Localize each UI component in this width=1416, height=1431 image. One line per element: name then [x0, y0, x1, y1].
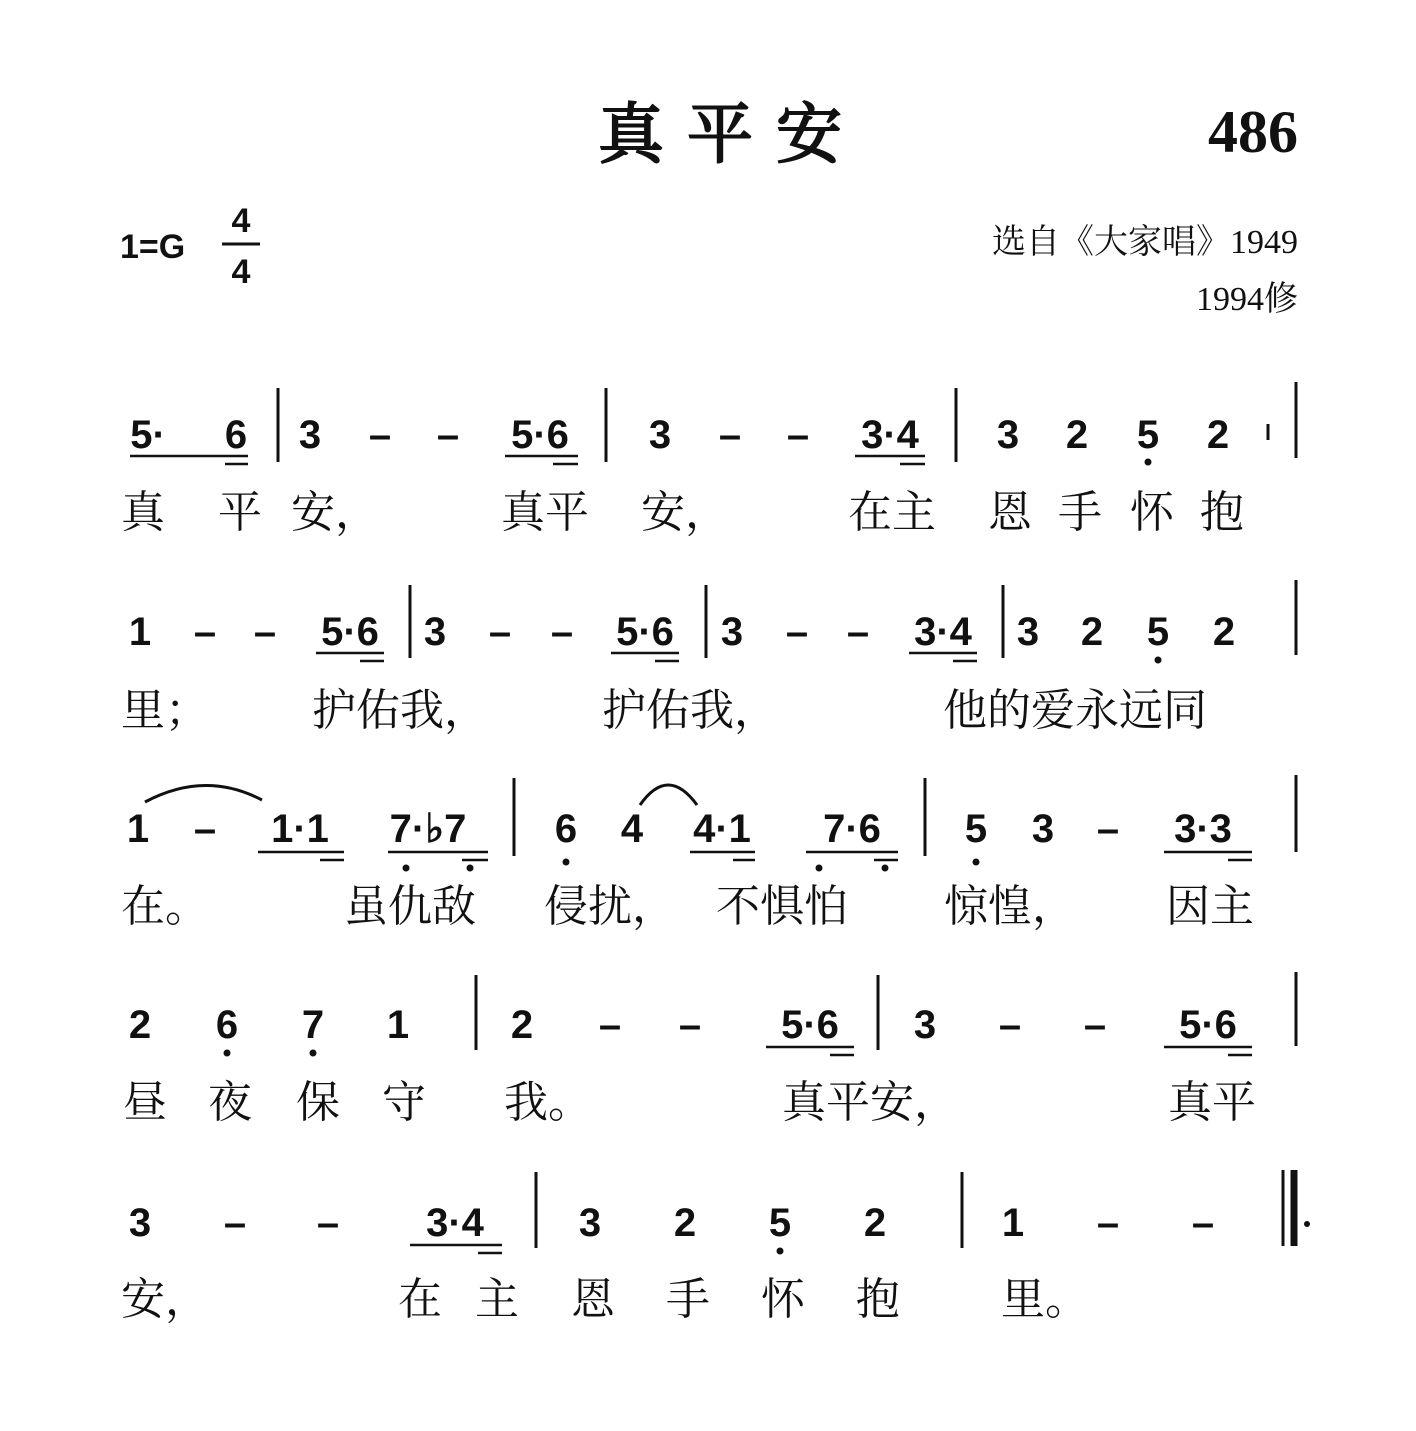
- low-octave-dot: [816, 865, 823, 872]
- low-octave-dot: [777, 1248, 784, 1255]
- low-octave-dot: [224, 1050, 231, 1057]
- lyric: 护佑我，: [602, 685, 778, 736]
- system-4: [123, 972, 1296, 1128]
- note: 3: [578, 1201, 602, 1245]
- note: 3·3: [1174, 807, 1232, 851]
- lyric: 里。: [1001, 1274, 1089, 1325]
- dash: –: [550, 610, 574, 654]
- note: 6: [554, 807, 578, 851]
- low-octave-dot: [882, 865, 889, 872]
- system-2: [121, 580, 1296, 736]
- lyric: 在: [398, 1274, 442, 1325]
- lyric: 在。: [121, 881, 209, 932]
- note: 7·♭7: [389, 807, 467, 851]
- note: 3·4: [861, 413, 919, 457]
- lyric: 在主: [848, 487, 936, 538]
- lyrics-row: [123, 1077, 1256, 1128]
- note: 7: [301, 1003, 325, 1047]
- notes-row: [129, 1003, 1237, 1047]
- dash: –: [718, 413, 742, 457]
- note: 2: [1212, 610, 1236, 654]
- lyric: 保: [296, 1077, 340, 1128]
- note: 5·6: [781, 1003, 839, 1047]
- lyric: 怀: [761, 1274, 805, 1325]
- dash: –: [193, 610, 217, 654]
- underlines: [410, 1245, 502, 1253]
- lyric: 护佑我，: [312, 685, 488, 736]
- note: 2: [863, 1201, 887, 1245]
- dash: –: [1083, 1003, 1107, 1047]
- lyric: 里；: [121, 685, 209, 736]
- note: 5: [1136, 413, 1160, 457]
- lyric: 安，: [641, 487, 729, 538]
- system-1: [121, 382, 1296, 538]
- system-5: [121, 1170, 1310, 1325]
- time-signature-bottom: 4: [231, 253, 251, 291]
- note: 5: [1146, 610, 1170, 654]
- note: 3: [996, 413, 1020, 457]
- lyric: 侵扰，: [544, 881, 676, 932]
- lyric: 抱: [1200, 487, 1244, 538]
- underlines: [130, 456, 925, 464]
- note: 3·4: [914, 610, 972, 654]
- dash: –: [253, 610, 277, 654]
- note: 4: [620, 807, 644, 851]
- lyric: 他的爱永远同: [943, 685, 1207, 736]
- lyric: 虽仇敌: [344, 881, 476, 932]
- note: 3: [720, 610, 744, 654]
- source-credit: 选自《大家唱》1949: [992, 224, 1298, 261]
- dash: –: [368, 413, 392, 457]
- lyric: 因主: [1166, 881, 1254, 932]
- lyric: 不惧怕: [716, 881, 848, 932]
- low-octave-dot: [403, 865, 410, 872]
- low-octave-dot: [973, 859, 980, 866]
- lyric: 平: [218, 487, 262, 538]
- low-octave-dot: [1155, 657, 1162, 664]
- note: 3: [423, 610, 447, 654]
- notes-row: [129, 1201, 1214, 1245]
- hymn-number: 486: [1208, 99, 1298, 165]
- lyric: 恩: [571, 1274, 615, 1325]
- notes-row: [130, 413, 1229, 457]
- dash: –: [488, 610, 512, 654]
- lyric: 夜: [208, 1077, 252, 1128]
- lyric: 惊惶，: [944, 881, 1076, 932]
- note: 5: [768, 1201, 792, 1245]
- note: 3: [298, 413, 322, 457]
- lyric: 怀: [1130, 487, 1174, 538]
- dash: –: [786, 413, 810, 457]
- dash: –: [785, 610, 809, 654]
- dash: –: [998, 1003, 1022, 1047]
- underlines: [316, 653, 977, 661]
- dash: –: [1096, 1201, 1120, 1245]
- note: 3: [913, 1003, 937, 1047]
- note: 3: [648, 413, 672, 457]
- lyric: 真: [121, 487, 165, 538]
- note: 5·6: [321, 610, 379, 654]
- note: 5·: [130, 413, 166, 457]
- dash: –: [846, 610, 870, 654]
- hymn-title: 真 平 安: [598, 95, 842, 173]
- low-octave-dot: [467, 865, 474, 872]
- lyric: 恩: [988, 487, 1032, 538]
- note: 6: [224, 413, 248, 457]
- note: 1: [1001, 1201, 1025, 1245]
- lyric: 抱: [856, 1274, 900, 1325]
- note: 1: [386, 1003, 410, 1047]
- tie-arc: [145, 785, 262, 802]
- dash: –: [193, 807, 217, 851]
- note: 1: [128, 610, 152, 654]
- dash: –: [223, 1201, 247, 1245]
- note: 5·6: [616, 610, 674, 654]
- lyric: 守: [382, 1077, 426, 1128]
- key-signature: 1=G: [120, 228, 186, 266]
- note: 1·1: [271, 807, 329, 851]
- lyric: 安，: [291, 487, 379, 538]
- dash: –: [1191, 1201, 1215, 1245]
- dash: –: [1096, 807, 1120, 851]
- note: 2: [673, 1201, 697, 1245]
- note: 3: [1031, 807, 1055, 851]
- note: 5·6: [1179, 1003, 1237, 1047]
- lyric: 手: [1058, 487, 1102, 538]
- note: 3: [128, 1201, 152, 1245]
- dash: –: [316, 1201, 340, 1245]
- lyric: 我。: [504, 1077, 592, 1128]
- note: 2: [510, 1003, 534, 1047]
- note: 6: [215, 1003, 239, 1047]
- revision-credit: 1994修: [1196, 281, 1298, 318]
- note: 2: [1065, 413, 1089, 457]
- lyric: 昼: [123, 1077, 167, 1128]
- underlines: [258, 852, 1252, 860]
- final-dot: [1304, 1221, 1310, 1227]
- note: 7·6: [823, 807, 881, 851]
- note: 5: [964, 807, 988, 851]
- system-3: [121, 775, 1296, 932]
- lyrics-row: [121, 1274, 1089, 1325]
- note: 3·4: [426, 1201, 484, 1245]
- low-octave-dot: [310, 1050, 317, 1057]
- lyric: 真平: [501, 487, 589, 538]
- time-signature-top: 4: [231, 202, 251, 240]
- lyric: 安，: [121, 1274, 209, 1325]
- dash: –: [436, 413, 460, 457]
- notes-row: [129, 610, 1235, 654]
- lyric: 真平: [1168, 1077, 1256, 1128]
- underlines: [766, 1047, 1252, 1055]
- dash: –: [598, 1003, 622, 1047]
- note: 5·6: [511, 413, 569, 457]
- lyric: 真平安，: [782, 1077, 958, 1128]
- note: 2: [128, 1003, 152, 1047]
- note: 2: [1080, 610, 1104, 654]
- tie-arc: [640, 785, 697, 805]
- lyrics-row: [121, 881, 1254, 932]
- lyric: 主: [475, 1274, 519, 1325]
- notes-row: [127, 807, 1232, 851]
- lyrics-row: [121, 685, 1207, 736]
- note: 4·1: [693, 807, 751, 851]
- lyric: 手: [666, 1274, 710, 1325]
- note: 2: [1206, 413, 1230, 457]
- dash: –: [678, 1003, 702, 1047]
- note: 1: [126, 807, 150, 851]
- lyrics-row: [121, 487, 1244, 538]
- note: 3: [1016, 610, 1040, 654]
- low-octave-dot: [563, 859, 570, 866]
- low-octave-dot: [1145, 459, 1152, 466]
